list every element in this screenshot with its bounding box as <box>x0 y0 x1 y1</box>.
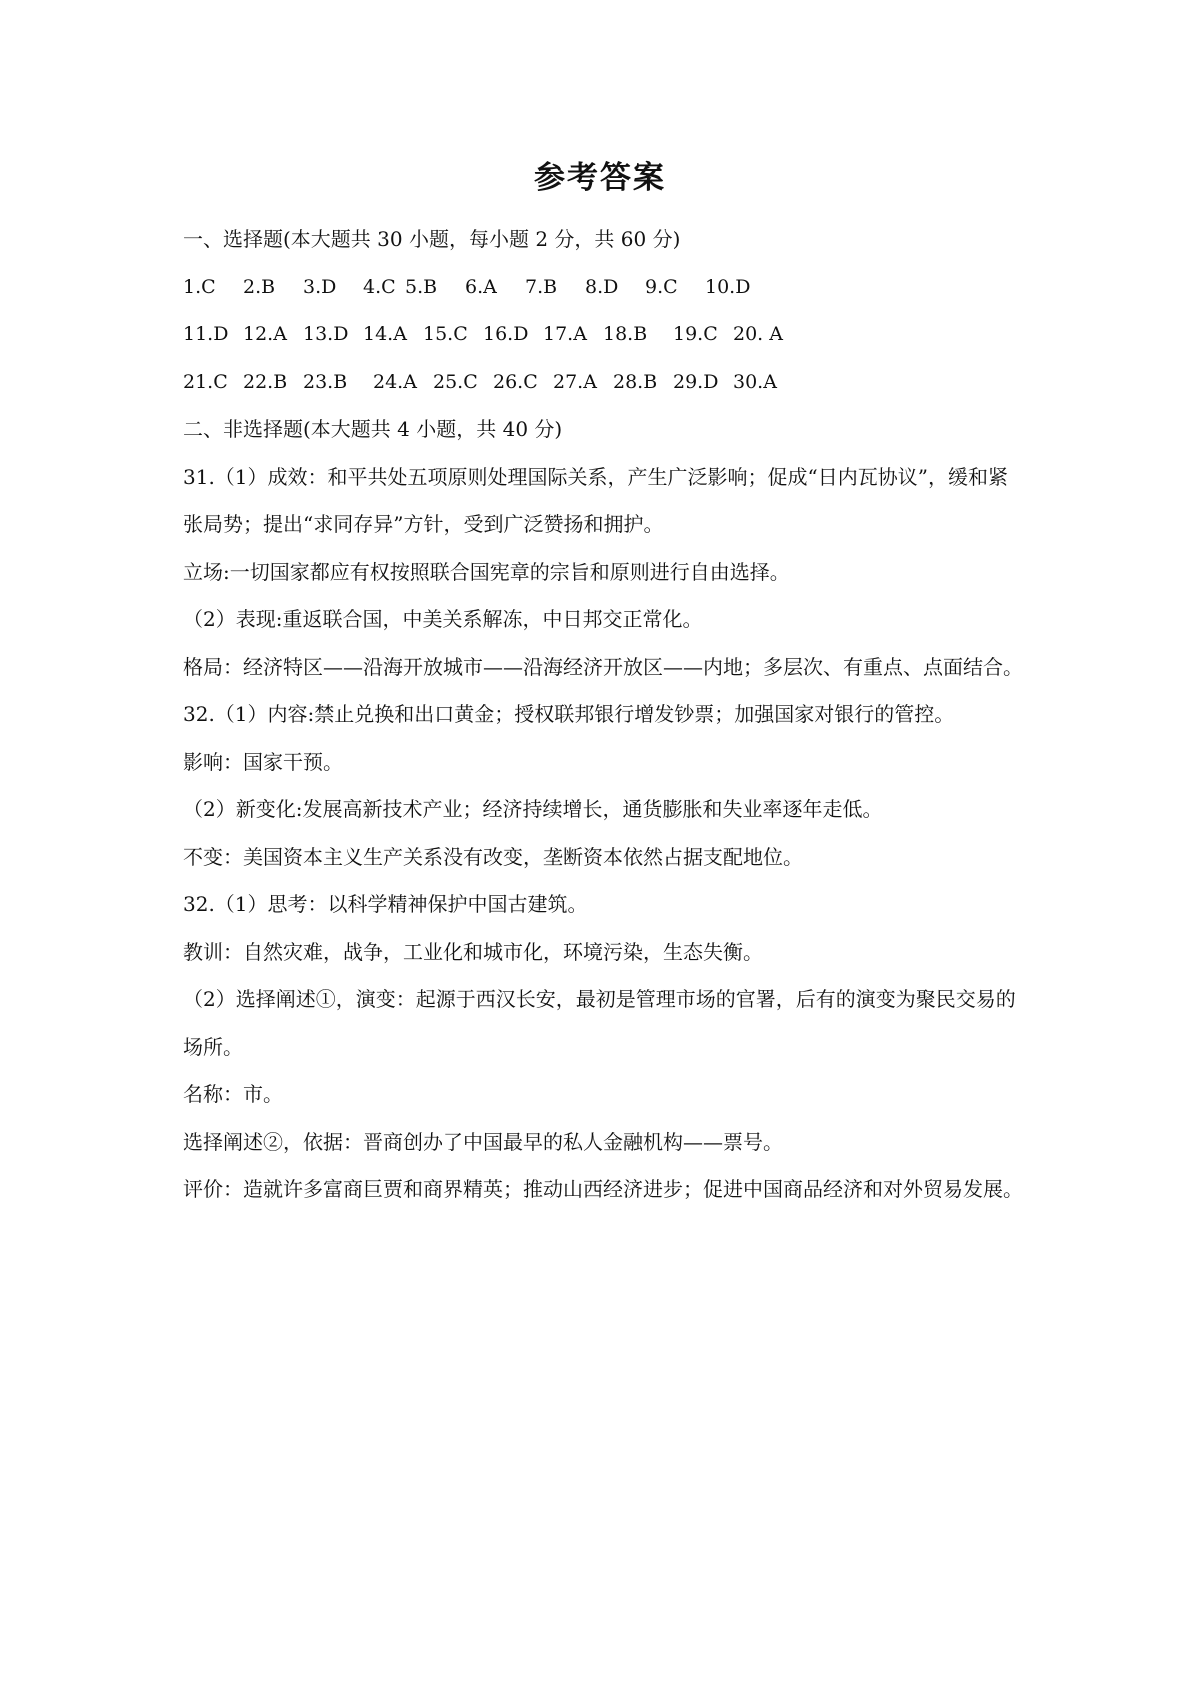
answer-33-part2-evolution: （2）选择阐述①，演变：起源于西汉长安，最初是管理市场的官署，后有的演变为聚民交易的场所。 <box>183 987 1016 1059</box>
answer-17: 17.A <box>543 323 587 345</box>
answer-33-part2-basis: 选择阐述②，依据：晋商创办了中国最早的私人金融机构——票号。 <box>183 1129 783 1154</box>
answer-33-part2-name: 名称：市。 <box>183 1082 283 1106</box>
answer-32-part2-change: （2）新变化:发展高新技术产业；经济持续增长，通货膨胀和失业率逐年走低。 <box>183 797 883 821</box>
answer-15: 15.C <box>423 323 468 345</box>
answer-33-part1-lesson: 教训：自然灾难，战争，工业化和城市化，环境污染，生态失衡。 <box>183 939 763 964</box>
answer-26: 26.C <box>493 370 538 393</box>
answer-32-part1-content: 32.（1）内容:禁止兑换和出口黄金；授权联邦银行增发钞票；加强国家对银行的管控。 <box>183 702 955 726</box>
section2-heading: 二、非选择题(本大题共 4 小题，共 40 分) <box>183 417 563 441</box>
answer-3: 3.D <box>303 275 337 298</box>
answer-10: 10.D <box>705 275 751 298</box>
answer-9: 9.C <box>645 275 678 298</box>
answer-14: 14.A <box>363 323 407 345</box>
answer-7: 7.B <box>525 275 558 298</box>
answer-6: 6.A <box>465 275 497 298</box>
answer-11: 11.D <box>183 323 229 345</box>
answer-33-part2-evaluation: 评价：造就许多富商巨贾和商界精英；推动山西经济进步；促进中国商品经济和对外贸易发展。 <box>183 1177 1023 1201</box>
answer-row-1 <box>183 264 1023 312</box>
answer-24: 24.A <box>373 370 417 393</box>
answer-32-part1-impact: 影响：国家干预。 <box>183 749 343 774</box>
answer-31-part2-performance: （2）表现:重返联合国，中美关系解冻，中日邦交正常化。 <box>183 607 703 631</box>
answer-2: 2.B <box>243 275 276 298</box>
answer-5: 5.B <box>405 275 438 298</box>
answer-row-3 <box>183 359 1023 407</box>
answer-22: 22.B <box>243 370 288 393</box>
answer-13: 13.D <box>303 323 349 345</box>
answer-4: 4.C <box>363 275 396 298</box>
answer-33-part1-thinking: 32.（1）思考：以科学精神保护中国古建筑。 <box>183 892 588 916</box>
answer-27: 27.A <box>553 370 597 393</box>
answer-28: 28.B <box>613 370 658 393</box>
answer-31-part2-pattern: 格局：经济特区——沿海开放城市——沿海经济开放区——内地；多层次、有重点、点面结合。 <box>183 654 1023 679</box>
answer-29: 29.D <box>673 370 719 393</box>
answer-12: 12.A <box>243 323 287 345</box>
answer-32-part2-unchanged: 不变：美国资本主义生产关系没有改变，垄断资本依然占据支配地位。 <box>183 844 803 869</box>
answer-30: 30.A <box>733 370 777 393</box>
answer-25: 25.C <box>433 370 478 393</box>
answer-row-2 <box>183 311 1023 359</box>
answer-31-part1-stance: 立场:一切国家都应有权按照联合国宪章的宗旨和原则进行自由选择。 <box>183 559 790 584</box>
answer-21: 21.C <box>183 370 228 393</box>
answer-content <box>183 216 1023 1214</box>
answer-31-part1-effect: 31.（1）成效：和平共处五项原则处理国际关系，产生广泛影响；促成“日内瓦协议”，缓和紧张局势；提出“求同存异”方针，受到广泛赞扬和拥护。 <box>183 464 1008 536</box>
page-title: 参考答案 <box>534 160 666 196</box>
answer-20: 20. A <box>733 323 783 345</box>
answer-19: 19.C <box>673 323 718 345</box>
answer-18: 18.B <box>603 323 648 345</box>
answer-16: 16.D <box>483 323 529 345</box>
answer-1: 1.C <box>183 275 216 298</box>
answer-23: 23.B <box>303 370 348 393</box>
answer-8: 8.D <box>585 275 619 298</box>
section1-heading: 一、选择题(本大题共 30 小题，每小题 2 分，共 60 分) <box>183 227 681 251</box>
